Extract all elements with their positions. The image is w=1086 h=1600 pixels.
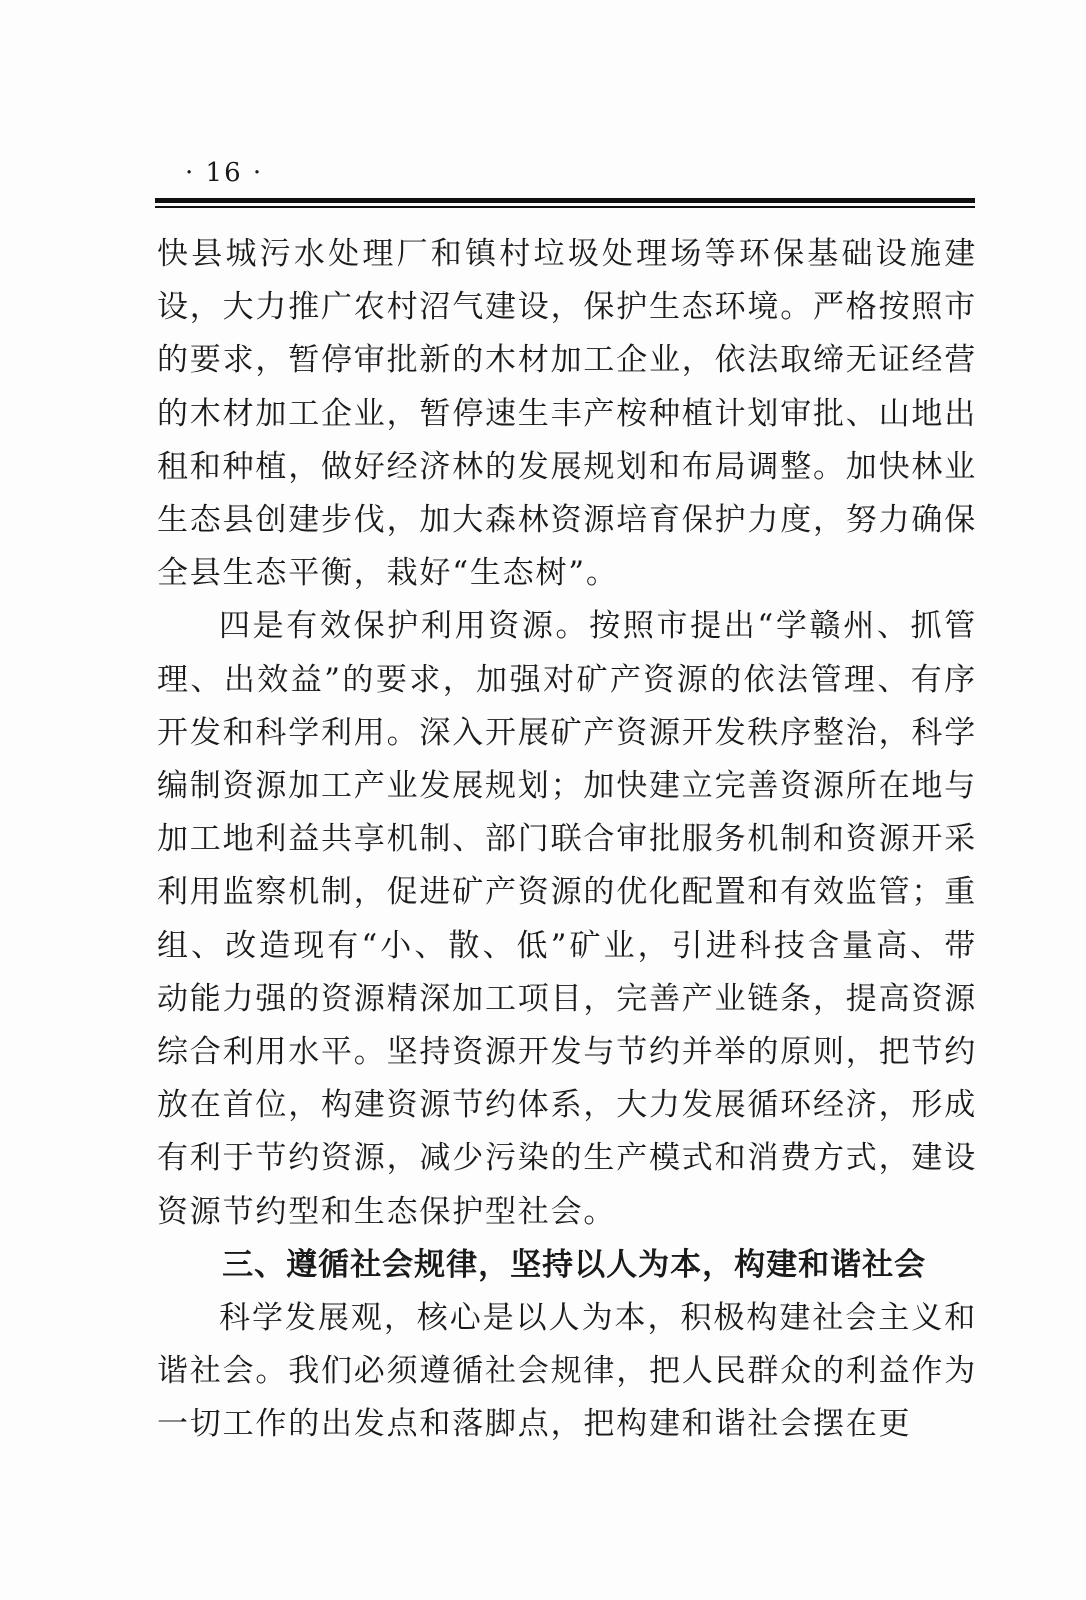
paragraph-society: 科学发展观，核心是以人为本，积极构建社会主义和谐社会。我们必须遵循社会规律，把人民群众的利益作为一切工作的出发点和落脚点，把构建和谐社会摆在更 xyxy=(157,1300,977,1443)
paragraph-continued: 快县城污水处理厂和镇村垃圾处理场等环保基础设施建设，大力推广农村沼气建设，保护生态环境。严格按照市的要求，暂停审批新的木材加工企业，依法取缔无证经营的木材加工企业，暂停速生丰产桉种植计划审批、山地出租和种植，做好经济林的发展规划和布局调整。加快林业生态县创建步伐，加大森林资源培育保护力度，努力确保全县生态平衡，栽好“生态树”。 xyxy=(157,236,977,592)
body-text xyxy=(157,228,977,1452)
page-number: · 16 · xyxy=(185,158,264,188)
section-heading: 三、遵循社会规律，坚持以人为本，构建和谐社会 xyxy=(222,1246,927,1283)
header-rule-thick xyxy=(155,198,975,203)
header-rule-thin xyxy=(155,206,975,208)
paragraph-resources: 四是有效保护利用资源。按照市提出“学赣州、抓管理、出效益”的要求，加强对矿产资源的依法管理、有序开发和科学利用。深入开展矿产资源开发秩序整治，科学编制资源加工产业发展规划；加快建立完善资源所在地与加工地利益共享机制、部门联合审批服务机制和资源开采利用监察机制，促进矿产资源的优化配置和有效监管；重组、改造现有“小、散、低”矿业，引进科技含量高、带动能力强的资源精深加工项目，完善产业链条，提高资源综合利用水平。坚持资源开发与节约并举的原则，把节约放在首位，构建资源节约体系，大力发展循环经济，形成有利于节约资源，减少污染的生产模式和消费方式，建设资源节约型和生态保护型社会。 xyxy=(157,608,977,1230)
